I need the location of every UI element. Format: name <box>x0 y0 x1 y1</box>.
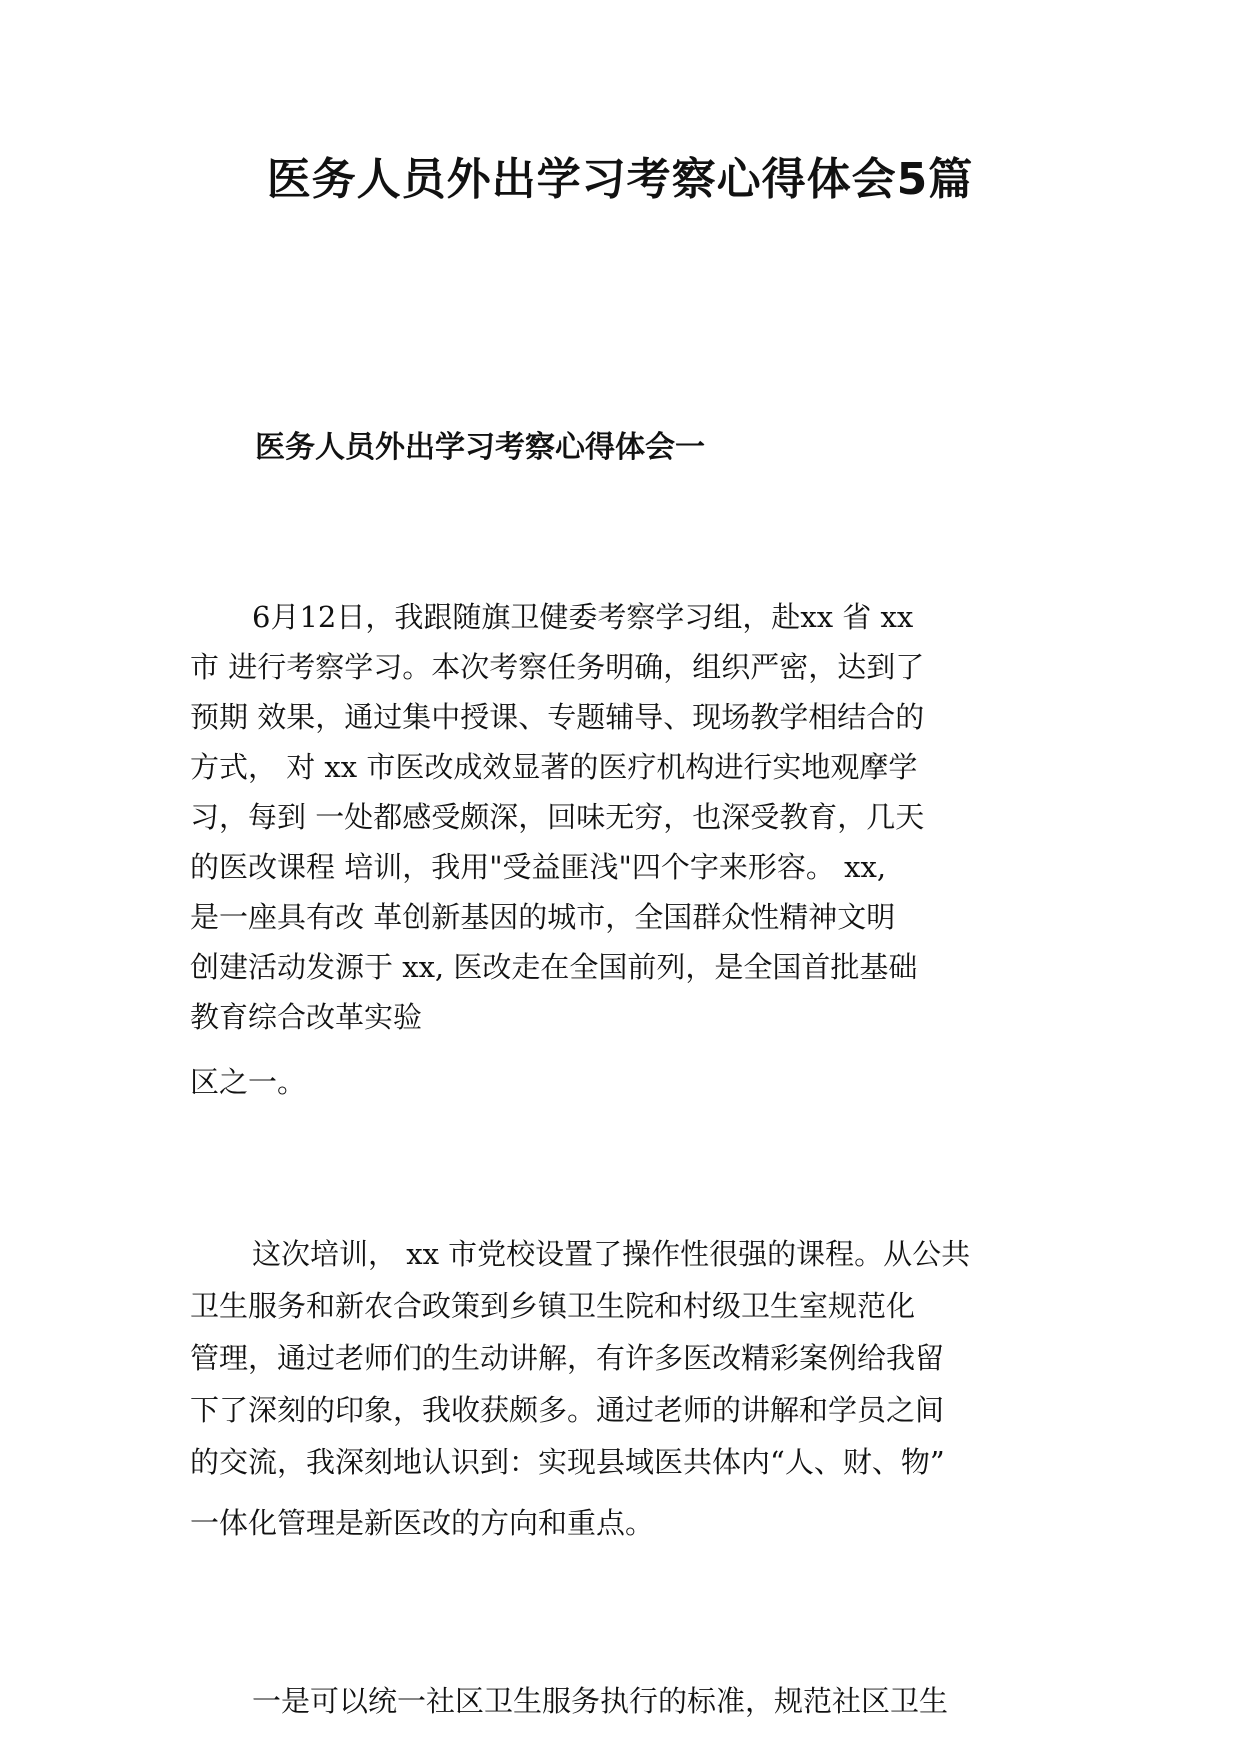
paragraph-line: 方式， 对 xx 市医改成效显著的医疗机构进行实地观摩学 <box>190 750 918 784</box>
paragraph-line: 下了深刻的印象，我收获颇多。通过老师的讲解和学员之间 <box>190 1393 945 1427</box>
paragraph-line: 区之一。 <box>190 1065 307 1099</box>
section-heading: 医务人员外出学习考察心得体会一 <box>255 430 705 465</box>
paragraph-line: 一体化管理是新医改的方向和重点。 <box>190 1506 655 1540</box>
paragraph-1-tail <box>190 1057 1070 1107</box>
paragraph-line: 预期 效果，通过集中授课、专题辅导、现场教学相结合的 <box>190 700 925 734</box>
paragraph-3 <box>190 1676 1070 1726</box>
paragraph-line: 教育综合改革实验 <box>190 1000 423 1034</box>
paragraph-line: 的医改课程 培训，我用"受益匪浅"四个字来形容。 xx, <box>190 850 887 884</box>
document-title: 医务人员外出学习考察心得体会5篇 <box>266 154 974 205</box>
paragraph-line: 这次培训， xx 市党校设置了操作性很强的课程。从公共 <box>252 1237 971 1271</box>
paragraph-line: 6月12日，我跟随旗卫健委考察学习组，赴xx 省 xx <box>252 600 914 634</box>
paragraph-line: 管理，通过老师们的生动讲解，有许多医改精彩案例给我留 <box>190 1341 945 1375</box>
paragraph-line: 创建活动发源于 xx, 医改走在全国前列，是全国首批基础 <box>190 950 918 984</box>
paragraph-line: 的交流，我深刻地认识到：实现县域医共体内“人、财、物” <box>190 1445 945 1479</box>
paragraph-line: 卫生服务和新农合政策到乡镇卫生院和村级卫生室规范化 <box>190 1289 916 1323</box>
paragraph-2 <box>190 1228 1070 1488</box>
paragraph-line: 一是可以统一社区卫生服务执行的标准，规范社区卫生 <box>252 1684 949 1718</box>
paragraph-line: 习，每到 一处都感受颇深，回味无穷，也深受教育，几天 <box>190 800 925 834</box>
paragraph-1 <box>190 592 1070 1042</box>
paragraph-2-last-line <box>190 1498 1070 1548</box>
paragraph-line: 是一座具有改 革创新基因的城市，全国群众性精神文明 <box>190 900 896 934</box>
paragraph-line: 市 进行考察学习。本次考察任务明确，组织严密，达到了 <box>190 650 925 684</box>
